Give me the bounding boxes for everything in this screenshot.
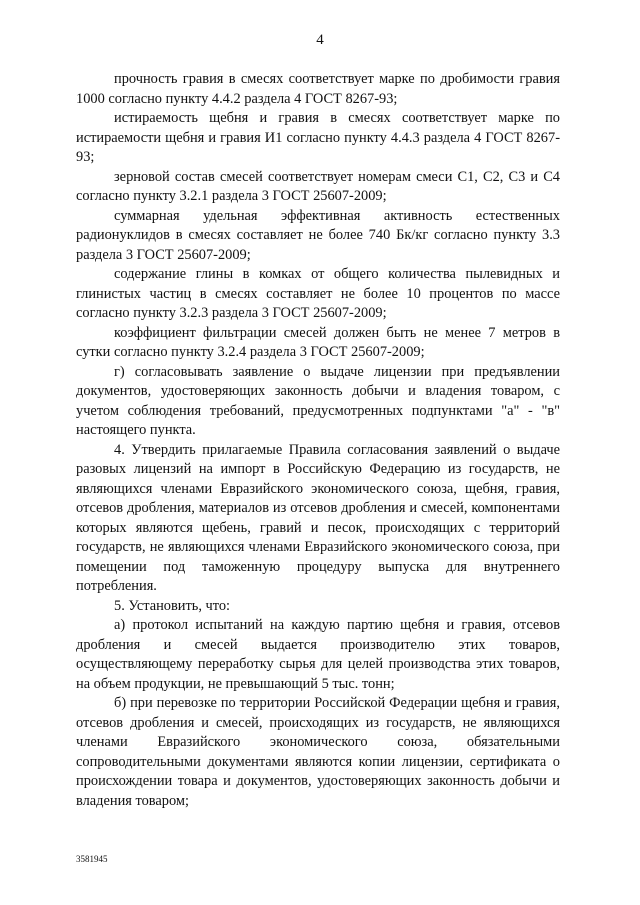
paragraph-item-a: а) протокол испытаний на каждую партию щебня и гравия, отсевов дробления и смесей выдается производителю этих товаров, осуществляющему переработку сырья для целей производства этих товаров, на объем продукции, не превышающий 5 тыс. тонн; — [76, 617, 560, 692]
document-body — [76, 70, 560, 811]
document-code: 3581945 — [76, 854, 108, 864]
paragraph-gravel-strength: прочность гравия в смесях соответствует марке по дробимости гравия 1000 согласно пункту 4.4.2 раздела 4 ГОСТ 8267-93; — [76, 71, 560, 107]
paragraph-item-b: б) при перевозке по территории Российской Федерации щебня и гравия, отсевов дробления и смесей, происходящих из государств, не являющихся членами Евразийского экономического союза, обязательными сопроводительными документами являются копии лицензии, сертификата о происхождении товара и документов, удостоверяющих законность добычи и владения товаром; — [76, 695, 560, 809]
paragraph-filtration: коэффициент фильтрации смесей должен быть не менее 7 метров в сутки согласно пункту 3.2.4 раздела 3 ГОСТ 25607-2009; — [76, 324, 560, 360]
paragraph-item-5: 5. Установить, что: — [114, 597, 231, 614]
paragraph-clay-content: содержание глины в комках от общего количества пылевидных и глинистых частиц в смесях составляет не более 10 процентов по массе согласно пункту 3.2.3 раздела 3 ГОСТ 25607-2009; — [76, 266, 560, 321]
page-number: 4 — [316, 32, 324, 48]
paragraph-abrasion: истираемость щебня и гравия в смесях соответствует марке по истираемости щебня и гравия И1 согласно пункту 4.4.3 раздела 4 ГОСТ 8267-93; — [76, 110, 560, 165]
paragraph-radionuclides: суммарная удельная эффективная активность естественных радионуклидов в смесях составляет не более 740 Бк/кг согласно пункту 3.3 раздела 3 ГОСТ 25607-2009; — [76, 207, 560, 263]
paragraph-item-4: 4. Утвердить прилагаемые Правила согласования заявлений о выдаче разовых лицензий на импорт в Российскую Федерацию из государств, не являющихся членами Евразийского экономического союза, щебня, гравия, отсевов дробления, материалов из отсевов дробления и смесей, компонентами которых являются щебень, гравий и песок, происходящих с территорий государств, не являющихся членами Евразийского экономического союза, при помещении под таможенную процедуру выпуска для внутреннего потребления. — [76, 441, 560, 594]
paragraph-grain-composition: зерновой состав смесей соответствует номерам смеси С1, С2, С3 и С4 согласно пункту 3.2.1 раздела 3 ГОСТ 25607-2009; — [76, 168, 560, 204]
paragraph-item-g: г) согласовывать заявление о выдаче лицензии при предъявлении документов, удостоверяющих законность добычи и владения товаром, с учетом соблюдения требований, предусмотренных подпунктами "а" - "в" настоящего пункта. — [76, 363, 560, 438]
